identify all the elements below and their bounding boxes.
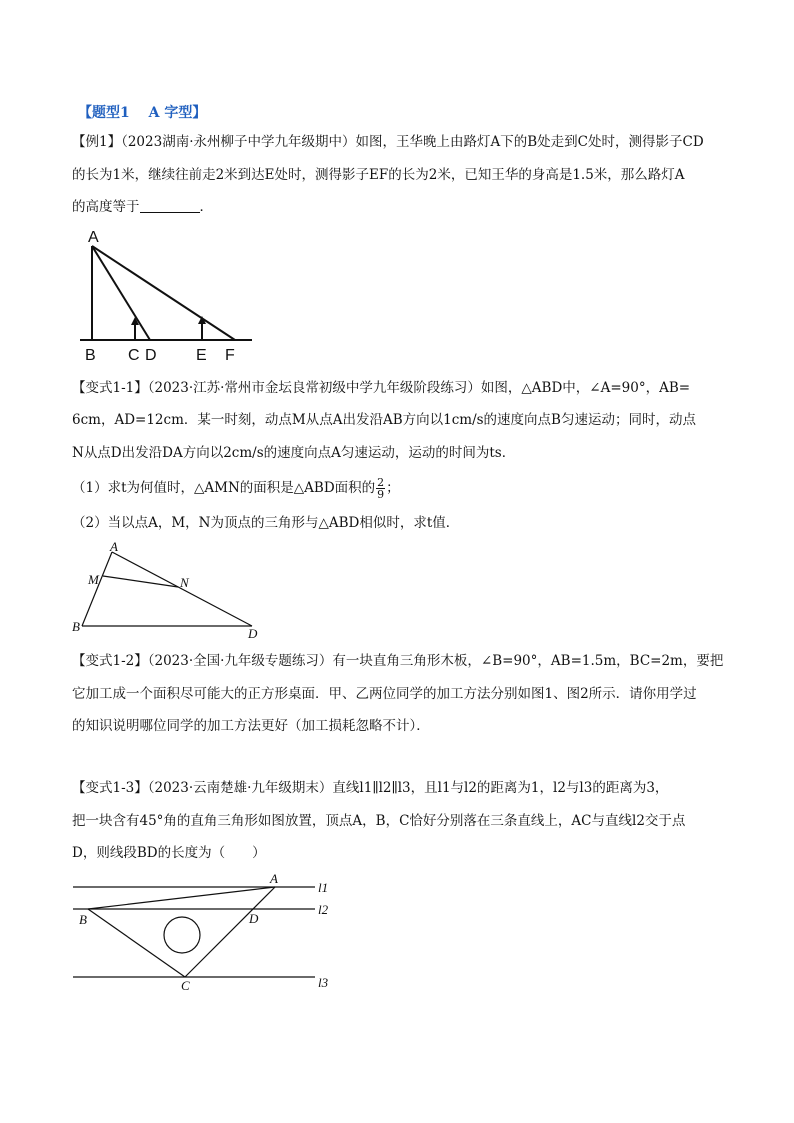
variant12-line-2: 它加工成一个面积尽可能大的正方形桌面．甲、乙两位同学的加工方法分别如图1、图2所示．请你用学过 bbox=[72, 686, 697, 702]
example1-line-2: 的长为1米，继续往前走2米到达E处时，测得影子EF的长为2米，已知王华的身高是1.5米，那么路灯A bbox=[72, 167, 685, 183]
label-C: C bbox=[128, 347, 140, 364]
parallel-lines-figure bbox=[65, 872, 345, 997]
label-C: C bbox=[181, 978, 190, 993]
triangle-abd-figure bbox=[70, 540, 270, 640]
variant12-line-1: 【变式1-2】（2023·全国·九年级专题练习）有一块直角三角形木板，∠B=90°，AB=1.5m，BC=2m，要把 bbox=[72, 653, 724, 669]
answer-blank bbox=[140, 198, 200, 213]
variant12-line-3: 的知识说明哪位同学的加工方法更好（加工损耗忽略不计）． bbox=[72, 718, 430, 734]
label-B: B bbox=[85, 347, 96, 364]
streetlight-figure bbox=[70, 222, 260, 364]
label-D: D bbox=[248, 626, 258, 640]
q1-suffix: ； bbox=[386, 480, 400, 496]
example1-line-3 bbox=[72, 198, 213, 216]
variant13-line-2: 把一块含有45°角的直角三角形如图放置，顶点A，B，C恰好分别落在三条直线上，AC与直线l2交于点 bbox=[72, 813, 686, 829]
variant13-line-1: 【变式1-3】（2023·云南楚雄·九年级期末）直线l1∥l2∥l3，且l1与l2的距离为1，l2与l3的距离为3， bbox=[72, 780, 669, 796]
section-heading: 【题型1 A 字型】 bbox=[78, 105, 207, 121]
label-M: M bbox=[88, 572, 99, 587]
example1-line-3-text: 的高度等于 bbox=[72, 199, 140, 215]
label-B: B bbox=[72, 619, 80, 634]
label-A: A bbox=[110, 540, 118, 554]
variant11-line-3: N从点D出发沿DA方向以2cm/s的速度向点A匀速运动，运动的时间为ts． bbox=[72, 445, 516, 461]
label-l3: l3 bbox=[318, 975, 329, 990]
label-F: F bbox=[225, 347, 235, 364]
variant11-line-2: 6cm，AD=12cm．某一时刻，动点M从点A出发沿AB方向以1cm/s的速度向点B匀速运动；同时，动点 bbox=[72, 412, 696, 428]
label-N: N bbox=[180, 575, 189, 590]
q1-text: （1）求t为何值时，△AMN的面积是△ABD面积的 bbox=[72, 480, 376, 496]
fraction bbox=[376, 477, 385, 500]
fraction-denominator: 9 bbox=[377, 488, 385, 501]
label-D: D bbox=[145, 347, 157, 364]
variant11-line-1: 【变式1-1】（2023·江苏·常州市金坛良常初级中学九年级阶段练习）如图，△ABD中，∠A=90°，AB= bbox=[72, 380, 691, 396]
variant11-question-2: （2）当以点A，M，N为顶点的三角形与△ABD相似时，求t值． bbox=[72, 515, 460, 531]
variant11-question-1 bbox=[72, 477, 400, 500]
label-A: A bbox=[88, 229, 99, 246]
label-A: A bbox=[270, 872, 278, 886]
example1-suffix: ． bbox=[199, 199, 213, 215]
label-E: E bbox=[196, 347, 207, 364]
label-l1: l1 bbox=[318, 880, 329, 895]
fraction-numerator: 2 bbox=[377, 476, 385, 489]
example1-line-1: 【例1】（2023湖南·永州柳子中学九年级期中）如图，王华晚上由路灯A下的B处走到C处时，测得影子CD bbox=[72, 134, 704, 150]
label-D: D bbox=[249, 911, 259, 926]
label-l2: l2 bbox=[318, 902, 329, 917]
label-B: B bbox=[79, 912, 87, 927]
variant13-line-3: D，则线段BD的长度为（ ） bbox=[72, 845, 266, 861]
